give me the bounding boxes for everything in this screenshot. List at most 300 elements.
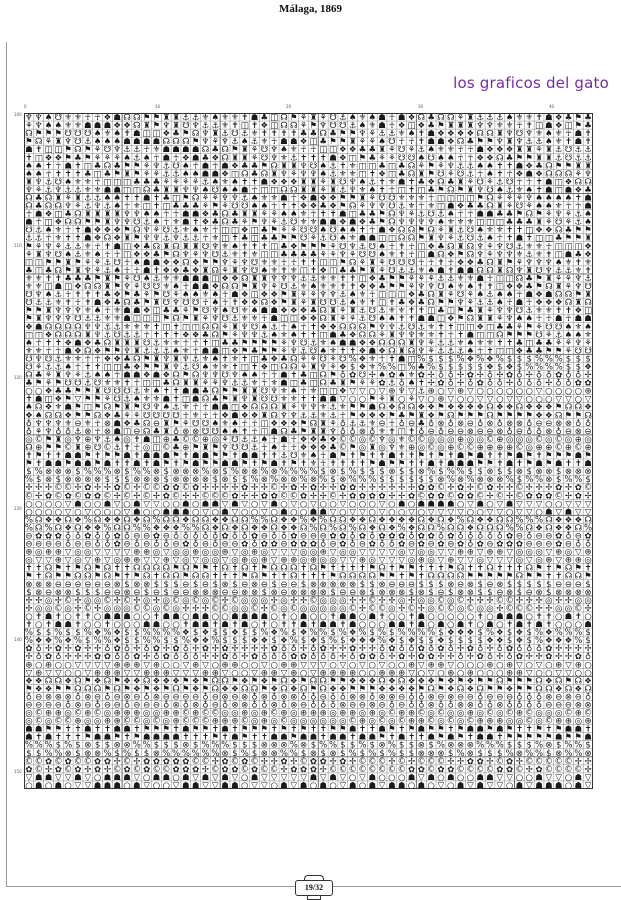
stitch-symbol: ▽ (104, 548, 111, 558)
stitch-symbol: ✿ (506, 532, 513, 542)
stitch-symbol: ◎ (457, 604, 464, 614)
stitch-symbol: ❖ (104, 226, 112, 236)
stitch-symbol: ⚑ (506, 451, 514, 461)
stitch-symbol: ⚑ (525, 459, 533, 469)
stitch-symbol: ○ (123, 781, 130, 789)
stitch-symbol: ✢ (35, 596, 42, 606)
stitch-symbol: ✢ (261, 604, 268, 614)
stitch-symbol: ♆ (211, 371, 219, 381)
stitch-symbol: ⊖ (379, 701, 386, 711)
stitch-symbol: ⊕ (575, 660, 582, 670)
stitch-symbol: ⚓ (329, 169, 337, 179)
stitch-symbol: ☗ (172, 733, 180, 743)
stitch-symbol: ⊕ (506, 443, 513, 453)
stitch-symbol: ▽ (506, 556, 513, 566)
stitch-symbol: ⚑ (506, 258, 514, 268)
stitch-symbol: © (191, 717, 200, 727)
left-tick-label: 140 (14, 637, 22, 642)
stitch-symbol: ☊ (516, 403, 524, 413)
stitch-symbol: ⚘ (565, 210, 573, 220)
stitch-symbol: ⚑ (418, 226, 426, 236)
stitch-symbol: ⊗ (575, 467, 582, 477)
stitch-symbol: ☗ (211, 169, 219, 179)
stitch-symbol: ☊ (359, 572, 367, 582)
stitch-symbol: ☊ (280, 113, 288, 123)
stitch-symbol: ✿ (437, 540, 444, 550)
stitch-symbol: ✝ (251, 177, 258, 187)
stitch-symbol: ❖ (162, 129, 170, 139)
stitch-symbol: ✢ (349, 596, 356, 606)
stitch-symbol: © (554, 757, 563, 767)
stitch-symbol: ⊕ (123, 709, 130, 719)
stitch-symbol: © (64, 483, 73, 493)
stitch-symbol: $ (271, 636, 276, 646)
stitch-symbol: ☊ (388, 210, 396, 220)
stitch-symbol: ⚑ (25, 137, 33, 147)
stitch-symbol: ❖ (113, 290, 121, 300)
stitch-symbol: ⚜ (64, 354, 72, 364)
stitch-symbol: ✢ (133, 491, 140, 501)
stitch-symbol: ❖ (476, 403, 484, 413)
stitch-symbol: ♁ (556, 378, 562, 389)
stitch-symbol: ⚘ (378, 258, 386, 268)
stitch-symbol: ♆ (241, 395, 249, 405)
stitch-symbol: ♜ (310, 177, 318, 187)
stitch-symbol: ▽ (173, 556, 180, 566)
stitch-symbol: ❖ (555, 121, 563, 131)
stitch-symbol: ✝ (123, 733, 130, 743)
stitch-symbol: ▽ (585, 773, 592, 783)
stitch-symbol: ⚓ (418, 322, 426, 332)
stitch-symbol: ♣ (398, 161, 406, 171)
stitch-symbol: ◎ (467, 435, 474, 445)
stitch-symbol: ⚑ (555, 451, 563, 461)
stitch-symbol: ⚓ (84, 314, 92, 324)
stitch-symbol: ♁ (448, 418, 454, 429)
stitch-symbol: ☊ (261, 298, 269, 308)
stitch-symbol: ♠ (368, 185, 376, 195)
stitch-symbol: ♜ (104, 282, 112, 292)
stitch-symbol: ♣ (123, 354, 131, 364)
stitch-symbol: ⊖ (133, 692, 140, 702)
stitch-symbol: ♣ (241, 161, 249, 171)
stitch-symbol: ✝ (222, 572, 229, 582)
stitch-symbol: ❖ (211, 282, 219, 292)
stitch-symbol: © (358, 757, 367, 767)
stitch-symbol: ❖ (565, 523, 573, 533)
stitch-symbol: ♣ (535, 346, 543, 356)
stitch-symbol: ☗ (457, 781, 465, 789)
stitch-symbol: % (94, 467, 102, 477)
stitch-symbol: ⚘ (437, 226, 445, 236)
stitch-symbol: ○ (555, 620, 562, 630)
stitch-symbol: ⚓ (574, 210, 582, 220)
stitch-symbol: ⚑ (231, 145, 239, 155)
stitch-symbol: ✢ (585, 644, 592, 654)
stitch-symbol: ♆ (202, 129, 210, 139)
stitch-symbol: ○ (388, 507, 395, 517)
stitch-symbol: ◫ (555, 185, 563, 195)
stitch-symbol: ♣ (329, 443, 337, 453)
stitch-symbol: $ (360, 580, 365, 590)
stitch-symbol: $ (301, 636, 306, 646)
stitch-symbol: ▽ (291, 548, 298, 558)
stitch-symbol: % (201, 741, 209, 751)
stitch-symbol: ❖ (45, 636, 53, 646)
stitch-symbol: ☗ (310, 733, 318, 743)
stitch-symbol: ✿ (388, 532, 395, 542)
stitch-symbol: ⊕ (585, 548, 592, 558)
stitch-symbol: ⚑ (565, 234, 573, 244)
stitch-symbol: © (476, 483, 485, 493)
stitch-symbol: ✢ (565, 483, 572, 493)
stitch-symbol: % (162, 749, 170, 759)
stitch-symbol: ✿ (359, 491, 366, 501)
stitch-symbol: ✝ (94, 290, 101, 300)
stitch-symbol: ⊗ (516, 467, 523, 477)
stitch-symbol: ⚘ (94, 153, 102, 163)
stitch-symbol: ☊ (212, 322, 220, 332)
stitch-symbol: ✝ (369, 298, 376, 308)
stitch-symbol: ○ (467, 660, 474, 670)
stitch-symbol: ◎ (506, 435, 513, 445)
stitch-symbol: ❖ (221, 684, 229, 694)
stitch-symbol: ◫ (45, 145, 53, 155)
stitch-symbol: ♁ (399, 418, 405, 429)
stitch-symbol: ♁ (202, 531, 208, 542)
stitch-symbol: ✿ (182, 540, 189, 550)
stitch-symbol: ○ (476, 387, 483, 397)
stitch-symbol: ⊖ (143, 701, 150, 711)
stitch-symbol: ♠ (211, 290, 219, 300)
stitch-symbol: ☗ (143, 435, 151, 445)
stitch-symbol: ○ (457, 499, 464, 509)
stitch-symbol: ✢ (290, 757, 297, 767)
stitch-symbol: ✝ (74, 161, 81, 171)
stitch-symbol: ♣ (574, 250, 582, 260)
stitch-symbol: © (133, 765, 142, 775)
stitch-symbol: ☗ (143, 137, 151, 147)
stitch-symbol: ⚓ (74, 242, 82, 252)
stitch-symbol: ✝ (271, 572, 278, 582)
stitch-symbol: % (103, 749, 111, 759)
stitch-symbol: ✿ (447, 532, 454, 542)
stitch-symbol: ◎ (320, 556, 327, 566)
stitch-symbol: ⊗ (418, 741, 425, 751)
stitch-symbol: ✝ (526, 234, 533, 244)
stitch-symbol: ☋ (231, 443, 239, 453)
stitch-symbol: ♠ (437, 218, 445, 228)
stitch-symbol: ⚑ (94, 218, 102, 228)
stitch-symbol: ⚑ (447, 298, 455, 308)
stitch-symbol: ☥ (369, 290, 375, 300)
stitch-symbol: ○ (84, 499, 91, 509)
stitch-symbol: ☊ (182, 137, 190, 147)
stitch-symbol: ☥ (310, 210, 316, 220)
stitch-symbol: $ (448, 588, 453, 598)
stitch-symbol: ☥ (193, 346, 199, 356)
stitch-symbol: ⊗ (329, 580, 336, 590)
stitch-symbol: ○ (506, 387, 513, 397)
stitch-symbol: ♆ (221, 443, 229, 453)
stitch-symbol: ⊖ (575, 692, 582, 702)
stitch-symbol: ⚑ (182, 371, 190, 381)
stitch-symbol: ❖ (319, 194, 327, 204)
stitch-symbol: ☗ (319, 395, 327, 405)
stitch-symbol: ✿ (114, 483, 121, 493)
stitch-symbol: ⚑ (437, 298, 445, 308)
stitch-symbol: © (437, 709, 446, 719)
stitch-symbol: ♣ (133, 290, 141, 300)
stitch-symbol: ♜ (388, 330, 396, 340)
stitch-symbol: ☊ (437, 113, 445, 123)
stitch-symbol: ○ (535, 507, 542, 517)
stitch-symbol: ⚓ (388, 129, 396, 139)
stitch-symbol: ✿ (251, 652, 258, 662)
stitch-symbol: ♆ (398, 330, 406, 340)
stitch-symbol: ☗ (251, 113, 259, 123)
stitch-symbol: ❖ (535, 290, 543, 300)
stitch-symbol: ❖ (329, 435, 337, 445)
stitch-symbol: ✢ (222, 596, 229, 606)
stitch-symbol: ♣ (516, 218, 524, 228)
stitch-symbol: ⊕ (192, 548, 199, 558)
stitch-symbol: © (172, 596, 181, 606)
stitch-symbol: ⚑ (525, 330, 533, 340)
stitch-symbol: ⚘ (94, 145, 102, 155)
stitch-symbol: ☊ (212, 266, 220, 276)
stitch-symbol: ✝ (339, 282, 346, 292)
stitch-symbol: ♆ (162, 121, 170, 131)
stitch-symbol: ♠ (349, 290, 357, 300)
stitch-symbol: ☊ (545, 282, 553, 292)
stitch-symbol: ⚓ (310, 338, 318, 348)
stitch-symbol: ○ (447, 612, 454, 622)
stitch-symbol: % (94, 636, 102, 646)
stitch-symbol: ✝ (516, 564, 523, 574)
stitch-symbol: © (162, 604, 171, 614)
stitch-symbol: ❖ (378, 411, 386, 421)
stitch-symbol: ♁ (379, 643, 385, 654)
stitch-symbol: ☊ (172, 684, 180, 694)
stitch-symbol: ✿ (545, 644, 552, 654)
stitch-symbol: ⚓ (261, 330, 269, 340)
stitch-symbol: ⊗ (153, 475, 160, 485)
stitch-symbol: ⚑ (280, 725, 288, 735)
stitch-symbol: ◫ (192, 322, 200, 332)
stitch-symbol: ⚘ (211, 137, 219, 147)
stitch-symbol: $ (252, 628, 257, 638)
stitch-symbol: ⚑ (565, 733, 573, 743)
stitch-symbol: ○ (575, 620, 582, 630)
stitch-symbol: ▽ (291, 773, 298, 783)
stitch-symbol: ⚑ (123, 290, 131, 300)
stitch-symbol: ☗ (192, 282, 200, 292)
stitch-symbol: ♆ (476, 242, 484, 252)
stitch-symbol: ⚑ (516, 330, 524, 340)
stitch-symbol: © (211, 604, 220, 614)
stitch-symbol: ⊕ (143, 668, 150, 678)
page-frame-bottom-left (6, 886, 296, 887)
stitch-symbol: $ (340, 636, 345, 646)
stitch-symbol: ♁ (477, 700, 483, 711)
stitch-symbol: ✿ (172, 483, 179, 493)
stitch-symbol: ⊕ (212, 668, 219, 678)
stitch-symbol: ✝ (241, 427, 248, 437)
stitch-symbol: ⚜ (153, 395, 161, 405)
stitch-symbol: ▽ (536, 499, 543, 509)
stitch-symbol: ○ (437, 773, 444, 783)
stitch-symbol: ☋ (329, 226, 337, 236)
stitch-symbol: ✝ (408, 451, 415, 461)
stitch-symbol: ⚜ (221, 113, 229, 123)
stitch-symbol: ♁ (497, 643, 503, 654)
stitch-symbol: ✝ (349, 459, 356, 469)
stitch-symbol: ⚑ (339, 202, 347, 212)
stitch-symbol: ○ (280, 499, 287, 509)
stitch-symbol: ✢ (477, 596, 484, 606)
stitch-symbol: ⚑ (84, 733, 92, 743)
stitch-symbol: ✢ (526, 596, 533, 606)
stitch-symbol: % (290, 636, 298, 646)
stitch-symbol: ♆ (378, 322, 386, 332)
stitch-symbol: ✿ (104, 757, 111, 767)
stitch-symbol: ◎ (516, 435, 523, 445)
stitch-symbol: % (25, 628, 33, 638)
stitch-symbol: ☗ (427, 314, 435, 324)
stitch-symbol: ⊕ (241, 556, 248, 566)
stitch-symbol: ◎ (329, 556, 336, 566)
stitch-symbol: ♠ (133, 258, 141, 268)
stitch-symbol: ✿ (163, 757, 170, 767)
stitch-symbol: ✿ (310, 765, 317, 775)
stitch-symbol: ☗ (35, 322, 43, 332)
stitch-symbol: ✝ (379, 185, 386, 195)
stitch-symbol: ⊖ (35, 540, 42, 550)
stitch-symbol: © (329, 765, 338, 775)
stitch-symbol: ❖ (349, 676, 357, 686)
stitch-symbol: $ (154, 741, 159, 751)
stitch-symbol: % (143, 741, 151, 751)
stitch-symbol: ☗ (535, 620, 543, 630)
stitch-symbol: ☥ (565, 202, 571, 212)
stitch-symbol: ⊖ (94, 692, 101, 702)
stitch-symbol: ▽ (477, 548, 484, 558)
stitch-symbol: ⚘ (310, 234, 318, 244)
stitch-symbol: ☊ (104, 676, 112, 686)
stitch-symbol: $ (164, 741, 169, 751)
stitch-symbol: ⚜ (398, 443, 406, 453)
stitch-symbol: ◫ (123, 177, 131, 187)
stitch-symbol: ☋ (457, 169, 465, 179)
stitch-symbol: ♣ (368, 153, 376, 163)
stitch-symbol: ○ (359, 612, 366, 622)
stitch-symbol: ☊ (486, 523, 494, 533)
stitch-symbol: ✝ (251, 242, 258, 252)
stitch-symbol: ☋ (378, 194, 386, 204)
stitch-symbol: ◎ (241, 604, 248, 614)
stitch-symbol: ⊗ (74, 475, 81, 485)
stitch-symbol: ⚑ (74, 258, 82, 268)
stitch-symbol: ☗ (104, 612, 112, 622)
stitch-symbol: ♁ (506, 651, 512, 662)
stitch-symbol: ⚑ (25, 572, 33, 582)
stitch-symbol: ♆ (202, 137, 210, 147)
stitch-symbol: ⚓ (457, 346, 465, 356)
stitch-symbol: $ (213, 475, 218, 485)
stitch-symbol: ⚘ (359, 258, 367, 268)
stitch-symbol: ☥ (408, 250, 414, 260)
stitch-symbol: ◫ (398, 427, 406, 437)
stitch-symbol: ♆ (516, 137, 524, 147)
stitch-symbol: ♣ (368, 218, 376, 228)
stitch-symbol: % (496, 741, 504, 751)
stitch-symbol: ✝ (104, 725, 111, 735)
stitch-symbol: ○ (25, 781, 32, 789)
stitch-symbol: % (398, 628, 406, 638)
stitch-symbol: ❖ (349, 628, 357, 638)
stitch-symbol: ♠ (55, 121, 63, 131)
stitch-symbol: ✢ (329, 483, 336, 493)
stitch-symbol: ⚓ (162, 346, 170, 356)
stitch-symbol: ✿ (477, 379, 484, 389)
stitch-symbol: ⚓ (486, 290, 494, 300)
stitch-symbol: ♆ (202, 250, 210, 260)
stitch-symbol: ❖ (123, 419, 131, 429)
stitch-symbol: ☋ (535, 266, 543, 276)
stitch-symbol: ○ (339, 507, 346, 517)
stitch-symbol: ☗ (133, 306, 141, 316)
stitch-symbol: ☊ (496, 515, 504, 525)
stitch-symbol: $ (26, 749, 31, 759)
stitch-symbol: ☊ (231, 282, 239, 292)
stitch-symbol: ♣ (153, 185, 161, 195)
stitch-symbol: ▽ (447, 387, 454, 397)
stitch-symbol: ✢ (84, 765, 91, 775)
stitch-symbol: ❖ (319, 443, 327, 453)
stitch-symbol: ♠ (143, 153, 151, 163)
stitch-symbol: ♁ (467, 531, 473, 542)
stitch-symbol: ❖ (408, 676, 416, 686)
stitch-symbol: ☊ (74, 322, 82, 332)
stitch-symbol: ⚑ (476, 676, 484, 686)
stitch-symbol: $ (124, 636, 129, 646)
stitch-symbol: ☊ (535, 676, 543, 686)
stitch-symbol: ♁ (271, 651, 277, 662)
stitch-symbol: ♠ (192, 226, 200, 236)
stitch-symbol: ⊗ (241, 692, 248, 702)
stitch-symbol: ✝ (418, 129, 425, 139)
stitch-symbol: % (535, 475, 543, 485)
stitch-symbol: ♣ (162, 379, 170, 389)
stitch-symbol: ⊖ (280, 580, 287, 590)
stitch-symbol: ☗ (25, 218, 33, 228)
stitch-symbol: ⚜ (319, 274, 327, 284)
stitch-symbol: ☗ (427, 733, 435, 743)
stitch-symbol: ○ (45, 499, 52, 509)
stitch-symbol: ◎ (310, 604, 317, 614)
stitch-symbol: ◎ (212, 556, 219, 566)
stitch-symbol: ⚜ (565, 258, 573, 268)
stitch-symbol: © (427, 765, 436, 775)
stitch-symbol: ♣ (202, 387, 210, 397)
stitch-symbol: ✝ (261, 733, 268, 743)
stitch-symbol: ☊ (408, 403, 416, 413)
stitch-symbol: ⚜ (574, 322, 582, 332)
stitch-symbol: ♠ (349, 298, 357, 308)
stitch-symbol: ☊ (45, 572, 53, 582)
left-tick-label: 130 (14, 506, 22, 511)
